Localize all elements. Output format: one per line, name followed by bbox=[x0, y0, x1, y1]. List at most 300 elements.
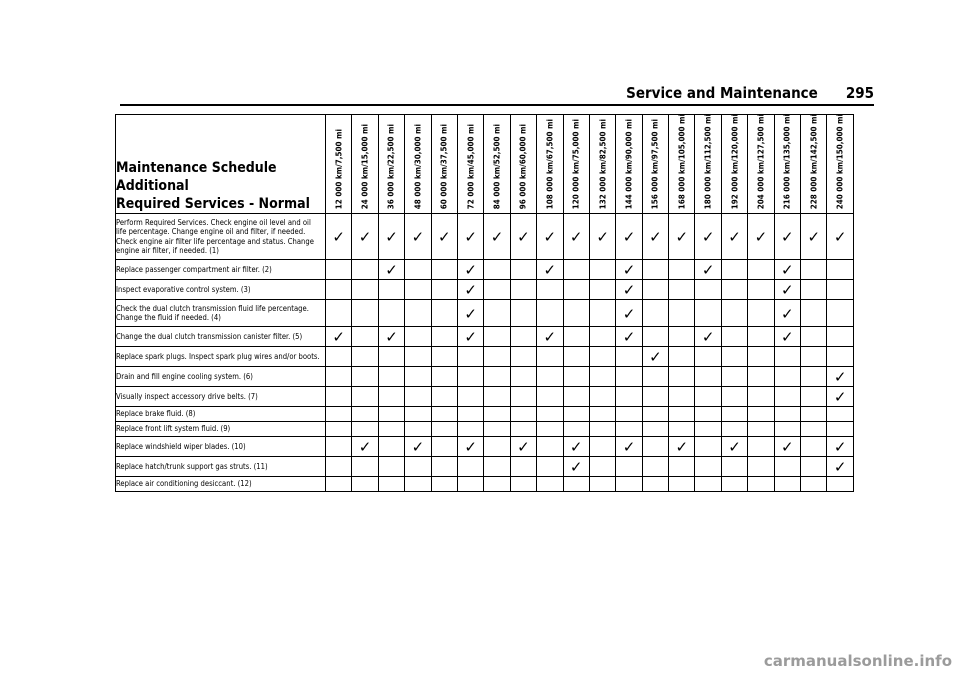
schedule-cell bbox=[405, 260, 431, 280]
service-task bbox=[116, 407, 326, 422]
schedule-cell bbox=[352, 280, 378, 300]
checkmark-icon: ✓ bbox=[464, 438, 477, 456]
interval-header bbox=[457, 115, 483, 214]
schedule-cell bbox=[352, 347, 378, 367]
checkmark-icon: ✓ bbox=[781, 328, 794, 346]
schedule-cell bbox=[801, 300, 827, 327]
checkmark-icon: ✓ bbox=[358, 438, 372, 456]
checkmark-icon: ✓ bbox=[385, 261, 398, 279]
schedule-cell bbox=[695, 407, 721, 422]
schedule-cell bbox=[378, 300, 404, 327]
schedule-cell bbox=[589, 457, 615, 477]
service-task-line: Change the dual clutch transmission canister filter. (5) bbox=[116, 331, 303, 341]
table-title-line-2: Required Services - Normal bbox=[116, 196, 310, 212]
schedule-cell bbox=[695, 437, 721, 457]
checkmark-icon: ✓ bbox=[569, 228, 583, 246]
schedule-cell bbox=[827, 347, 853, 367]
schedule-cell bbox=[326, 260, 352, 280]
interval-label: 108 000 km/67,500 mi bbox=[545, 118, 555, 209]
schedule-cell bbox=[537, 214, 563, 260]
service-task bbox=[116, 437, 326, 457]
schedule-cell bbox=[537, 367, 563, 387]
table-row bbox=[116, 457, 854, 477]
schedule-cell bbox=[801, 387, 827, 407]
schedule-cell bbox=[378, 327, 404, 347]
checkmark-icon: ✓ bbox=[833, 458, 847, 476]
service-task bbox=[116, 214, 326, 260]
checkmark-icon: ✓ bbox=[701, 328, 715, 346]
schedule-cell bbox=[721, 437, 747, 457]
schedule-cell bbox=[616, 300, 642, 327]
schedule-cell bbox=[352, 367, 378, 387]
schedule-cell bbox=[457, 214, 483, 260]
checkmark-icon: ✓ bbox=[649, 228, 662, 246]
schedule-cell bbox=[378, 437, 404, 457]
service-task-line: engine air filter, if needed. (1) bbox=[116, 246, 219, 255]
page-number: 295 bbox=[845, 84, 874, 102]
schedule-cell bbox=[774, 327, 800, 347]
schedule-cell bbox=[431, 327, 457, 347]
checkmark-icon: ✓ bbox=[807, 228, 821, 246]
schedule-cell bbox=[326, 214, 352, 260]
interval-header bbox=[801, 115, 827, 214]
schedule-cell bbox=[642, 367, 668, 387]
schedule-cell bbox=[352, 327, 378, 347]
schedule-cell bbox=[378, 214, 404, 260]
schedule-cell bbox=[510, 367, 536, 387]
schedule-cell bbox=[431, 367, 457, 387]
checkmark-icon: ✓ bbox=[754, 228, 768, 246]
schedule-cell bbox=[457, 327, 483, 347]
schedule-cell bbox=[510, 214, 536, 260]
service-task bbox=[116, 387, 326, 407]
schedule-cell bbox=[695, 422, 721, 437]
schedule-cell bbox=[616, 347, 642, 367]
schedule-cell bbox=[457, 407, 483, 422]
schedule-cell bbox=[669, 347, 695, 367]
schedule-cell bbox=[431, 387, 457, 407]
schedule-cell bbox=[457, 387, 483, 407]
schedule-cell bbox=[431, 437, 457, 457]
schedule-cell bbox=[801, 327, 827, 347]
interval-header bbox=[748, 115, 774, 214]
checkmark-icon: ✓ bbox=[358, 228, 372, 246]
maintenance-schedule-table bbox=[115, 114, 854, 492]
interval-label: 24 000 km/15,000 mi bbox=[360, 123, 370, 209]
schedule-cell bbox=[484, 367, 510, 387]
schedule-cell bbox=[748, 457, 774, 477]
schedule-cell bbox=[748, 387, 774, 407]
checkmark-icon: ✓ bbox=[833, 228, 847, 246]
schedule-cell bbox=[405, 300, 431, 327]
service-task-line: Perform Required Services. Check engine oil level and oil bbox=[116, 217, 311, 227]
schedule-cell bbox=[827, 214, 853, 260]
schedule-cell bbox=[748, 422, 774, 437]
schedule-cell bbox=[484, 347, 510, 367]
schedule-cell bbox=[695, 347, 721, 367]
interval-header bbox=[827, 115, 853, 214]
schedule-cell bbox=[642, 300, 668, 327]
table-row bbox=[116, 300, 854, 327]
schedule-cell bbox=[431, 347, 457, 367]
schedule-cell bbox=[537, 260, 563, 280]
schedule-cell bbox=[326, 422, 352, 437]
checkmark-icon: ✓ bbox=[701, 261, 715, 279]
schedule-cell bbox=[563, 437, 589, 457]
schedule-cell bbox=[827, 387, 853, 407]
schedule-cell bbox=[589, 437, 615, 457]
schedule-cell bbox=[352, 457, 378, 477]
table-row bbox=[116, 477, 854, 492]
interval-label: 36 000 km/22,500 mi bbox=[386, 123, 396, 209]
checkmark-icon: ✓ bbox=[385, 328, 398, 346]
checkmark-icon: ✓ bbox=[781, 228, 794, 246]
schedule-cell bbox=[563, 407, 589, 422]
schedule-cell bbox=[801, 214, 827, 260]
service-task-line: Replace spark plugs. Inspect spark plug wires and/or boots. bbox=[116, 351, 320, 361]
schedule-cell bbox=[589, 347, 615, 367]
schedule-cell bbox=[669, 387, 695, 407]
schedule-cell bbox=[431, 214, 457, 260]
schedule-cell bbox=[669, 422, 695, 437]
checkmark-icon: ✓ bbox=[622, 228, 636, 246]
schedule-cell bbox=[510, 387, 536, 407]
schedule-cell bbox=[378, 280, 404, 300]
schedule-cell bbox=[457, 477, 483, 492]
schedule-cell bbox=[669, 300, 695, 327]
service-task-line: life percentage. Change engine oil and filter, if needed. bbox=[116, 227, 306, 236]
schedule-cell bbox=[510, 347, 536, 367]
schedule-cell bbox=[721, 260, 747, 280]
interval-header bbox=[378, 115, 404, 214]
schedule-cell bbox=[326, 347, 352, 367]
checkmark-icon: ✓ bbox=[569, 438, 583, 456]
schedule-cell bbox=[589, 477, 615, 492]
table-title bbox=[116, 115, 326, 214]
schedule-cell bbox=[669, 477, 695, 492]
schedule-cell bbox=[405, 407, 431, 422]
schedule-cell bbox=[484, 300, 510, 327]
service-task bbox=[116, 477, 326, 492]
schedule-cell bbox=[721, 367, 747, 387]
schedule-cell bbox=[695, 387, 721, 407]
schedule-cell bbox=[405, 477, 431, 492]
schedule-cell bbox=[457, 300, 483, 327]
service-task-line: Check the dual clutch transmission fluid life percentage. bbox=[116, 303, 309, 313]
schedule-cell bbox=[563, 477, 589, 492]
schedule-cell bbox=[642, 407, 668, 422]
schedule-cell bbox=[801, 422, 827, 437]
checkmark-icon: ✓ bbox=[649, 348, 662, 366]
checkmark-icon: ✓ bbox=[517, 228, 530, 246]
checkmark-icon: ✓ bbox=[781, 304, 794, 323]
schedule-cell bbox=[721, 387, 747, 407]
schedule-cell bbox=[537, 407, 563, 422]
service-task-line: Replace passenger compartment air filter. (2) bbox=[116, 264, 272, 274]
interval-label: 156 000 km/97,500 mi bbox=[650, 118, 660, 209]
schedule-cell bbox=[774, 280, 800, 300]
schedule-cell bbox=[352, 477, 378, 492]
schedule-cell bbox=[431, 300, 457, 327]
schedule-cell bbox=[721, 477, 747, 492]
service-task-line: Change the fluid if needed. (4) bbox=[116, 313, 221, 322]
checkmark-icon: ✓ bbox=[464, 304, 477, 323]
schedule-cell bbox=[484, 387, 510, 407]
interval-label: 228 000 km/142,500 mi bbox=[809, 113, 819, 209]
checkmark-icon: ✓ bbox=[517, 438, 530, 456]
service-task-line: Drain and fill engine cooling system. (6) bbox=[116, 371, 253, 381]
table-row bbox=[116, 214, 854, 260]
schedule-cell bbox=[457, 260, 483, 280]
table-row bbox=[116, 422, 854, 437]
schedule-cell bbox=[589, 327, 615, 347]
service-task-line: Inspect evaporative control system. (3) bbox=[116, 284, 251, 294]
table-body bbox=[116, 214, 854, 492]
schedule-cell bbox=[748, 280, 774, 300]
schedule-cell bbox=[616, 407, 642, 422]
checkmark-icon: ✓ bbox=[675, 228, 689, 246]
service-task-line: Replace windshield wiper blades. (10) bbox=[116, 441, 246, 451]
schedule-cell bbox=[431, 457, 457, 477]
schedule-cell bbox=[378, 457, 404, 477]
schedule-cell bbox=[616, 367, 642, 387]
table-row bbox=[116, 347, 854, 367]
schedule-cell bbox=[827, 367, 853, 387]
schedule-cell bbox=[537, 300, 563, 327]
schedule-cell bbox=[378, 387, 404, 407]
schedule-cell bbox=[405, 437, 431, 457]
schedule-cell bbox=[616, 437, 642, 457]
schedule-cell bbox=[669, 280, 695, 300]
schedule-cell bbox=[695, 367, 721, 387]
schedule-cell bbox=[801, 260, 827, 280]
schedule-cell bbox=[827, 327, 853, 347]
schedule-cell bbox=[748, 437, 774, 457]
schedule-cell bbox=[642, 347, 668, 367]
schedule-cell bbox=[616, 327, 642, 347]
schedule-cell bbox=[695, 300, 721, 327]
schedule-cell bbox=[827, 300, 853, 327]
schedule-cell bbox=[510, 457, 536, 477]
table-row bbox=[116, 387, 854, 407]
interval-header bbox=[510, 115, 536, 214]
schedule-cell bbox=[801, 407, 827, 422]
schedule-cell bbox=[326, 457, 352, 477]
schedule-cell bbox=[563, 300, 589, 327]
checkmark-icon: ✓ bbox=[596, 228, 609, 246]
schedule-cell bbox=[642, 387, 668, 407]
schedule-cell bbox=[537, 477, 563, 492]
schedule-cell bbox=[616, 477, 642, 492]
service-task bbox=[116, 300, 326, 327]
schedule-cell bbox=[774, 214, 800, 260]
schedule-cell bbox=[378, 407, 404, 422]
schedule-cell bbox=[589, 387, 615, 407]
schedule-cell bbox=[510, 477, 536, 492]
checkmark-icon: ✓ bbox=[622, 438, 636, 456]
schedule-cell bbox=[378, 367, 404, 387]
schedule-cell bbox=[326, 407, 352, 422]
schedule-cell bbox=[510, 260, 536, 280]
header-rule bbox=[120, 104, 874, 106]
interval-label: 168 000 km/105,000 mi bbox=[677, 113, 687, 209]
schedule-cell bbox=[352, 422, 378, 437]
interval-header bbox=[669, 115, 695, 214]
schedule-cell bbox=[695, 260, 721, 280]
interval-label: 132 000 km/82,500 mi bbox=[598, 118, 608, 209]
schedule-cell bbox=[616, 457, 642, 477]
schedule-cell bbox=[642, 327, 668, 347]
schedule-cell bbox=[801, 347, 827, 367]
schedule-cell bbox=[537, 437, 563, 457]
schedule-cell bbox=[457, 347, 483, 367]
schedule-cell bbox=[405, 457, 431, 477]
schedule-cell bbox=[457, 437, 483, 457]
checkmark-icon: ✓ bbox=[833, 388, 847, 406]
interval-header bbox=[616, 115, 642, 214]
checkmark-icon: ✓ bbox=[622, 281, 636, 299]
checkmark-icon: ✓ bbox=[490, 228, 504, 246]
schedule-cell bbox=[537, 347, 563, 367]
table-title-line-1: Maintenance Schedule Additional bbox=[116, 160, 277, 194]
schedule-cell bbox=[827, 437, 853, 457]
schedule-cell bbox=[616, 214, 642, 260]
schedule-cell bbox=[669, 457, 695, 477]
schedule-cell bbox=[801, 457, 827, 477]
table-row bbox=[116, 280, 854, 300]
schedule-cell bbox=[669, 407, 695, 422]
service-task-line: Replace brake fluid. (8) bbox=[116, 409, 196, 419]
interval-header bbox=[774, 115, 800, 214]
schedule-cell bbox=[827, 477, 853, 492]
interval-label: 192 000 km/120,000 mi bbox=[730, 113, 740, 209]
interval-header bbox=[537, 115, 563, 214]
schedule-cell bbox=[484, 457, 510, 477]
schedule-cell bbox=[642, 457, 668, 477]
schedule-cell bbox=[748, 347, 774, 367]
service-task bbox=[116, 457, 326, 477]
schedule-cell bbox=[748, 367, 774, 387]
schedule-cell bbox=[669, 327, 695, 347]
interval-header bbox=[721, 115, 747, 214]
schedule-cell bbox=[748, 300, 774, 327]
schedule-cell bbox=[352, 260, 378, 280]
interval-label: 240 000 km/150,000 mi bbox=[835, 113, 845, 209]
page-header bbox=[120, 84, 874, 102]
schedule-cell bbox=[642, 437, 668, 457]
section-title: Service and Maintenance bbox=[626, 84, 818, 102]
checkmark-icon: ✓ bbox=[728, 438, 741, 456]
checkmark-icon: ✓ bbox=[437, 228, 451, 246]
interval-header bbox=[695, 115, 721, 214]
schedule-cell bbox=[510, 407, 536, 422]
table-header-row bbox=[116, 115, 854, 214]
interval-label: 144 000 km/90,000 mi bbox=[624, 118, 634, 209]
table-row bbox=[116, 407, 854, 422]
schedule-cell bbox=[326, 327, 352, 347]
schedule-cell bbox=[695, 327, 721, 347]
checkmark-icon: ✓ bbox=[464, 281, 477, 299]
schedule-cell bbox=[510, 437, 536, 457]
schedule-cell bbox=[405, 214, 431, 260]
schedule-cell bbox=[748, 407, 774, 422]
interval-label: 84 000 km/52,500 mi bbox=[492, 123, 502, 209]
service-task bbox=[116, 260, 326, 280]
schedule-cell bbox=[457, 367, 483, 387]
service-task-line: Replace hatch/trunk support gas struts. (11) bbox=[116, 461, 268, 471]
checkmark-icon: ✓ bbox=[622, 328, 636, 346]
schedule-cell bbox=[326, 437, 352, 457]
schedule-cell bbox=[457, 457, 483, 477]
checkmark-icon: ✓ bbox=[781, 261, 794, 279]
schedule-cell bbox=[616, 422, 642, 437]
schedule-cell bbox=[721, 327, 747, 347]
schedule-cell bbox=[405, 280, 431, 300]
schedule-cell bbox=[589, 214, 615, 260]
checkmark-icon: ✓ bbox=[411, 228, 425, 246]
interval-label: 120 000 km/75,000 mi bbox=[571, 118, 581, 209]
schedule-cell bbox=[484, 407, 510, 422]
checkmark-icon: ✓ bbox=[332, 228, 345, 246]
checkmark-icon: ✓ bbox=[464, 328, 477, 346]
table-row bbox=[116, 437, 854, 457]
schedule-cell bbox=[721, 280, 747, 300]
schedule-cell bbox=[484, 437, 510, 457]
schedule-cell bbox=[827, 422, 853, 437]
service-task-line: Visually inspect accessory drive belts. (7) bbox=[116, 391, 258, 401]
checkmark-icon: ✓ bbox=[781, 281, 794, 299]
schedule-cell bbox=[457, 280, 483, 300]
schedule-cell bbox=[563, 260, 589, 280]
schedule-cell bbox=[563, 387, 589, 407]
interval-label: 12 000 km/7,500 mi bbox=[334, 128, 344, 209]
schedule-cell bbox=[326, 387, 352, 407]
schedule-cell bbox=[801, 280, 827, 300]
schedule-cell bbox=[405, 422, 431, 437]
schedule-cell bbox=[827, 260, 853, 280]
schedule-cell bbox=[352, 407, 378, 422]
checkmark-icon: ✓ bbox=[675, 438, 689, 456]
interval-label: 48 000 km/30,000 mi bbox=[413, 123, 423, 209]
service-task bbox=[116, 327, 326, 347]
schedule-cell bbox=[827, 407, 853, 422]
service-task bbox=[116, 347, 326, 367]
schedule-cell bbox=[642, 260, 668, 280]
interval-label: 180 000 km/112,500 mi bbox=[703, 113, 713, 209]
schedule-cell bbox=[774, 367, 800, 387]
schedule-cell bbox=[774, 300, 800, 327]
service-task-line: Check engine air filter life percentage and status. Change bbox=[116, 236, 314, 246]
checkmark-icon: ✓ bbox=[569, 458, 583, 476]
schedule-cell bbox=[378, 422, 404, 437]
interval-label: 60 000 km/37,500 mi bbox=[439, 123, 449, 209]
interval-header bbox=[405, 115, 431, 214]
schedule-cell bbox=[748, 477, 774, 492]
schedule-cell bbox=[405, 387, 431, 407]
schedule-cell bbox=[642, 214, 668, 260]
schedule-cell bbox=[669, 214, 695, 260]
schedule-cell bbox=[326, 477, 352, 492]
schedule-cell bbox=[774, 387, 800, 407]
watermark: carmanualsonline.info bbox=[763, 652, 952, 670]
table-row bbox=[116, 260, 854, 280]
schedule-cell bbox=[484, 260, 510, 280]
schedule-cell bbox=[589, 422, 615, 437]
interval-header bbox=[326, 115, 352, 214]
schedule-cell bbox=[352, 387, 378, 407]
service-task bbox=[116, 367, 326, 387]
table-row bbox=[116, 327, 854, 347]
